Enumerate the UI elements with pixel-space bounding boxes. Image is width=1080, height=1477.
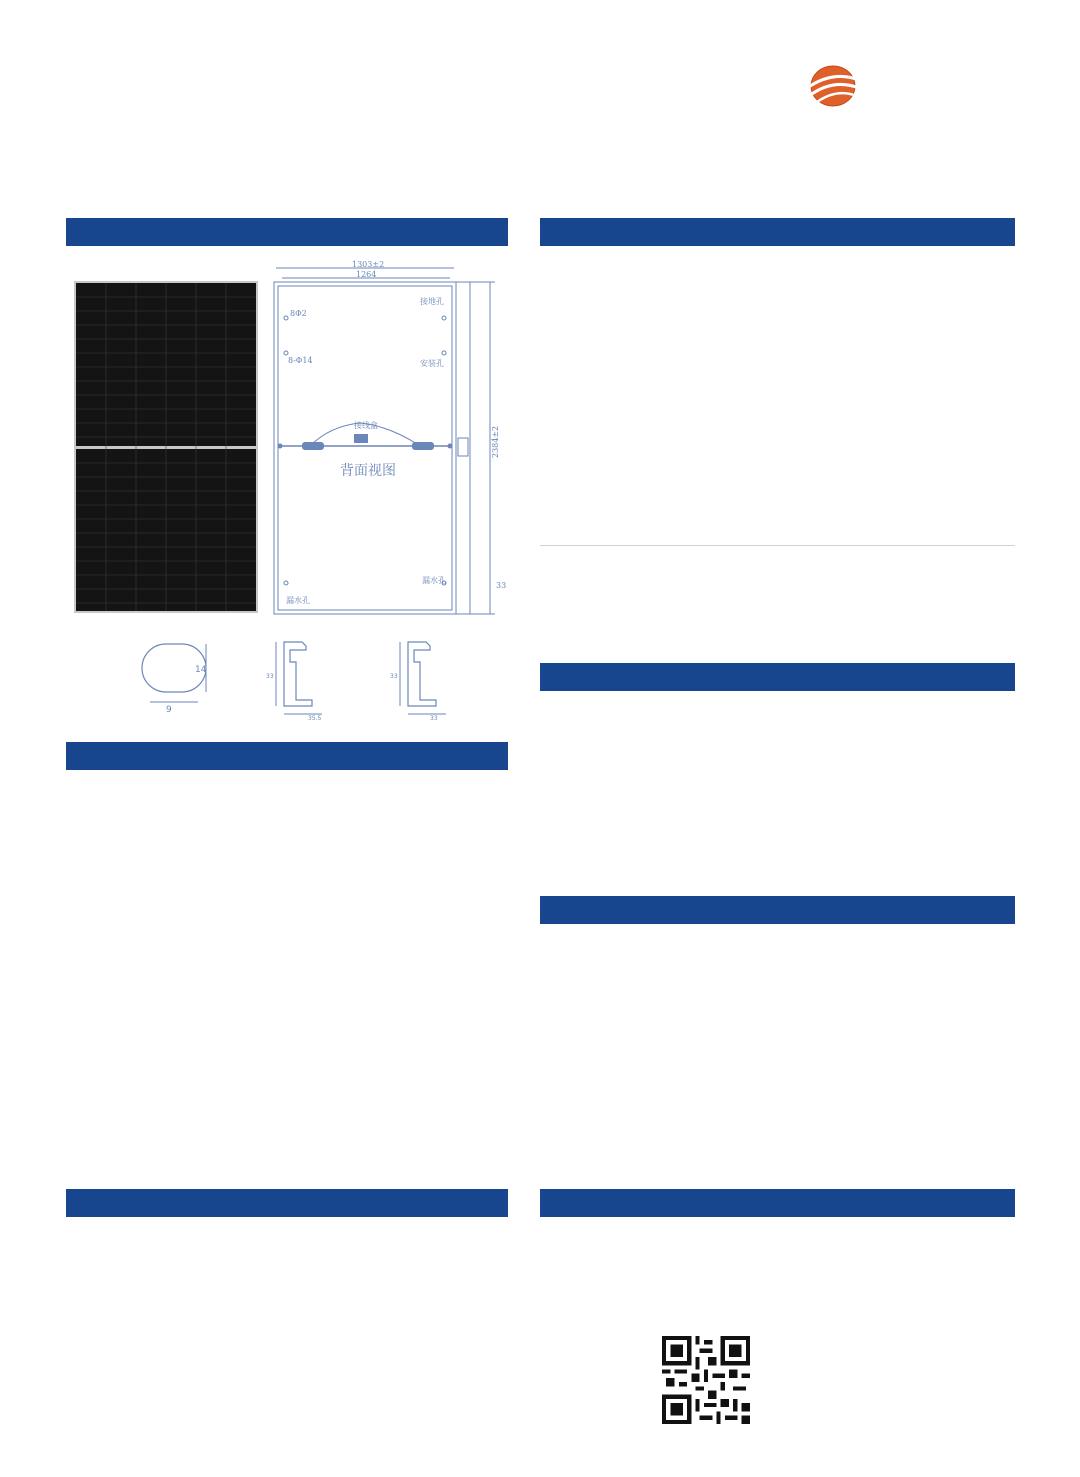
label-ground-hole: 接地孔 bbox=[420, 297, 444, 306]
back-view-label: 背面视图 bbox=[340, 463, 396, 479]
operating-header bbox=[540, 663, 1015, 691]
iv-header bbox=[66, 742, 508, 770]
dim-width-outer: 1303±2 bbox=[352, 260, 385, 269]
keenstar-logo-icon bbox=[803, 64, 863, 110]
mechanical-header bbox=[540, 896, 1015, 924]
iv-curve-temperature bbox=[150, 998, 410, 1180]
label-mount-hole: 安装孔 bbox=[420, 359, 444, 368]
frame-profile-long bbox=[262, 636, 338, 722]
panel-front-image bbox=[74, 281, 258, 613]
electrical-header bbox=[540, 218, 1015, 246]
qr-code-icon bbox=[662, 1336, 750, 1424]
iv-curve-irradiance bbox=[150, 780, 410, 962]
mounting-hole-detail bbox=[140, 636, 220, 718]
dim-d: 35.5 bbox=[308, 715, 322, 722]
dimensions-header bbox=[66, 218, 508, 246]
dim-hole-a: 8Φ2 bbox=[290, 309, 307, 318]
dim-f: 33 bbox=[430, 715, 438, 722]
dim-e: 33 bbox=[390, 673, 398, 680]
bifacial-table bbox=[540, 545, 1015, 546]
dim-width-inner: 1264 bbox=[356, 270, 377, 279]
packaging-header bbox=[66, 1189, 508, 1217]
dim-depth: 33 bbox=[496, 581, 507, 590]
dim-b: 9 bbox=[166, 705, 172, 715]
dim-c: 33 bbox=[266, 673, 274, 680]
panel-back-drawing bbox=[270, 258, 510, 616]
label-drain-hole-2: 漏水孔 bbox=[286, 596, 310, 605]
dim-height: 2384±2 bbox=[491, 425, 500, 458]
dim-hole-b: 8-Φ14 bbox=[288, 356, 313, 365]
dim-a: 14 bbox=[195, 665, 207, 675]
label-drain-hole: 漏水孔 bbox=[422, 576, 446, 585]
environment-header bbox=[540, 1189, 1015, 1217]
label-jbox: 接线盒 bbox=[354, 421, 378, 430]
frame-profile-short bbox=[386, 636, 462, 722]
